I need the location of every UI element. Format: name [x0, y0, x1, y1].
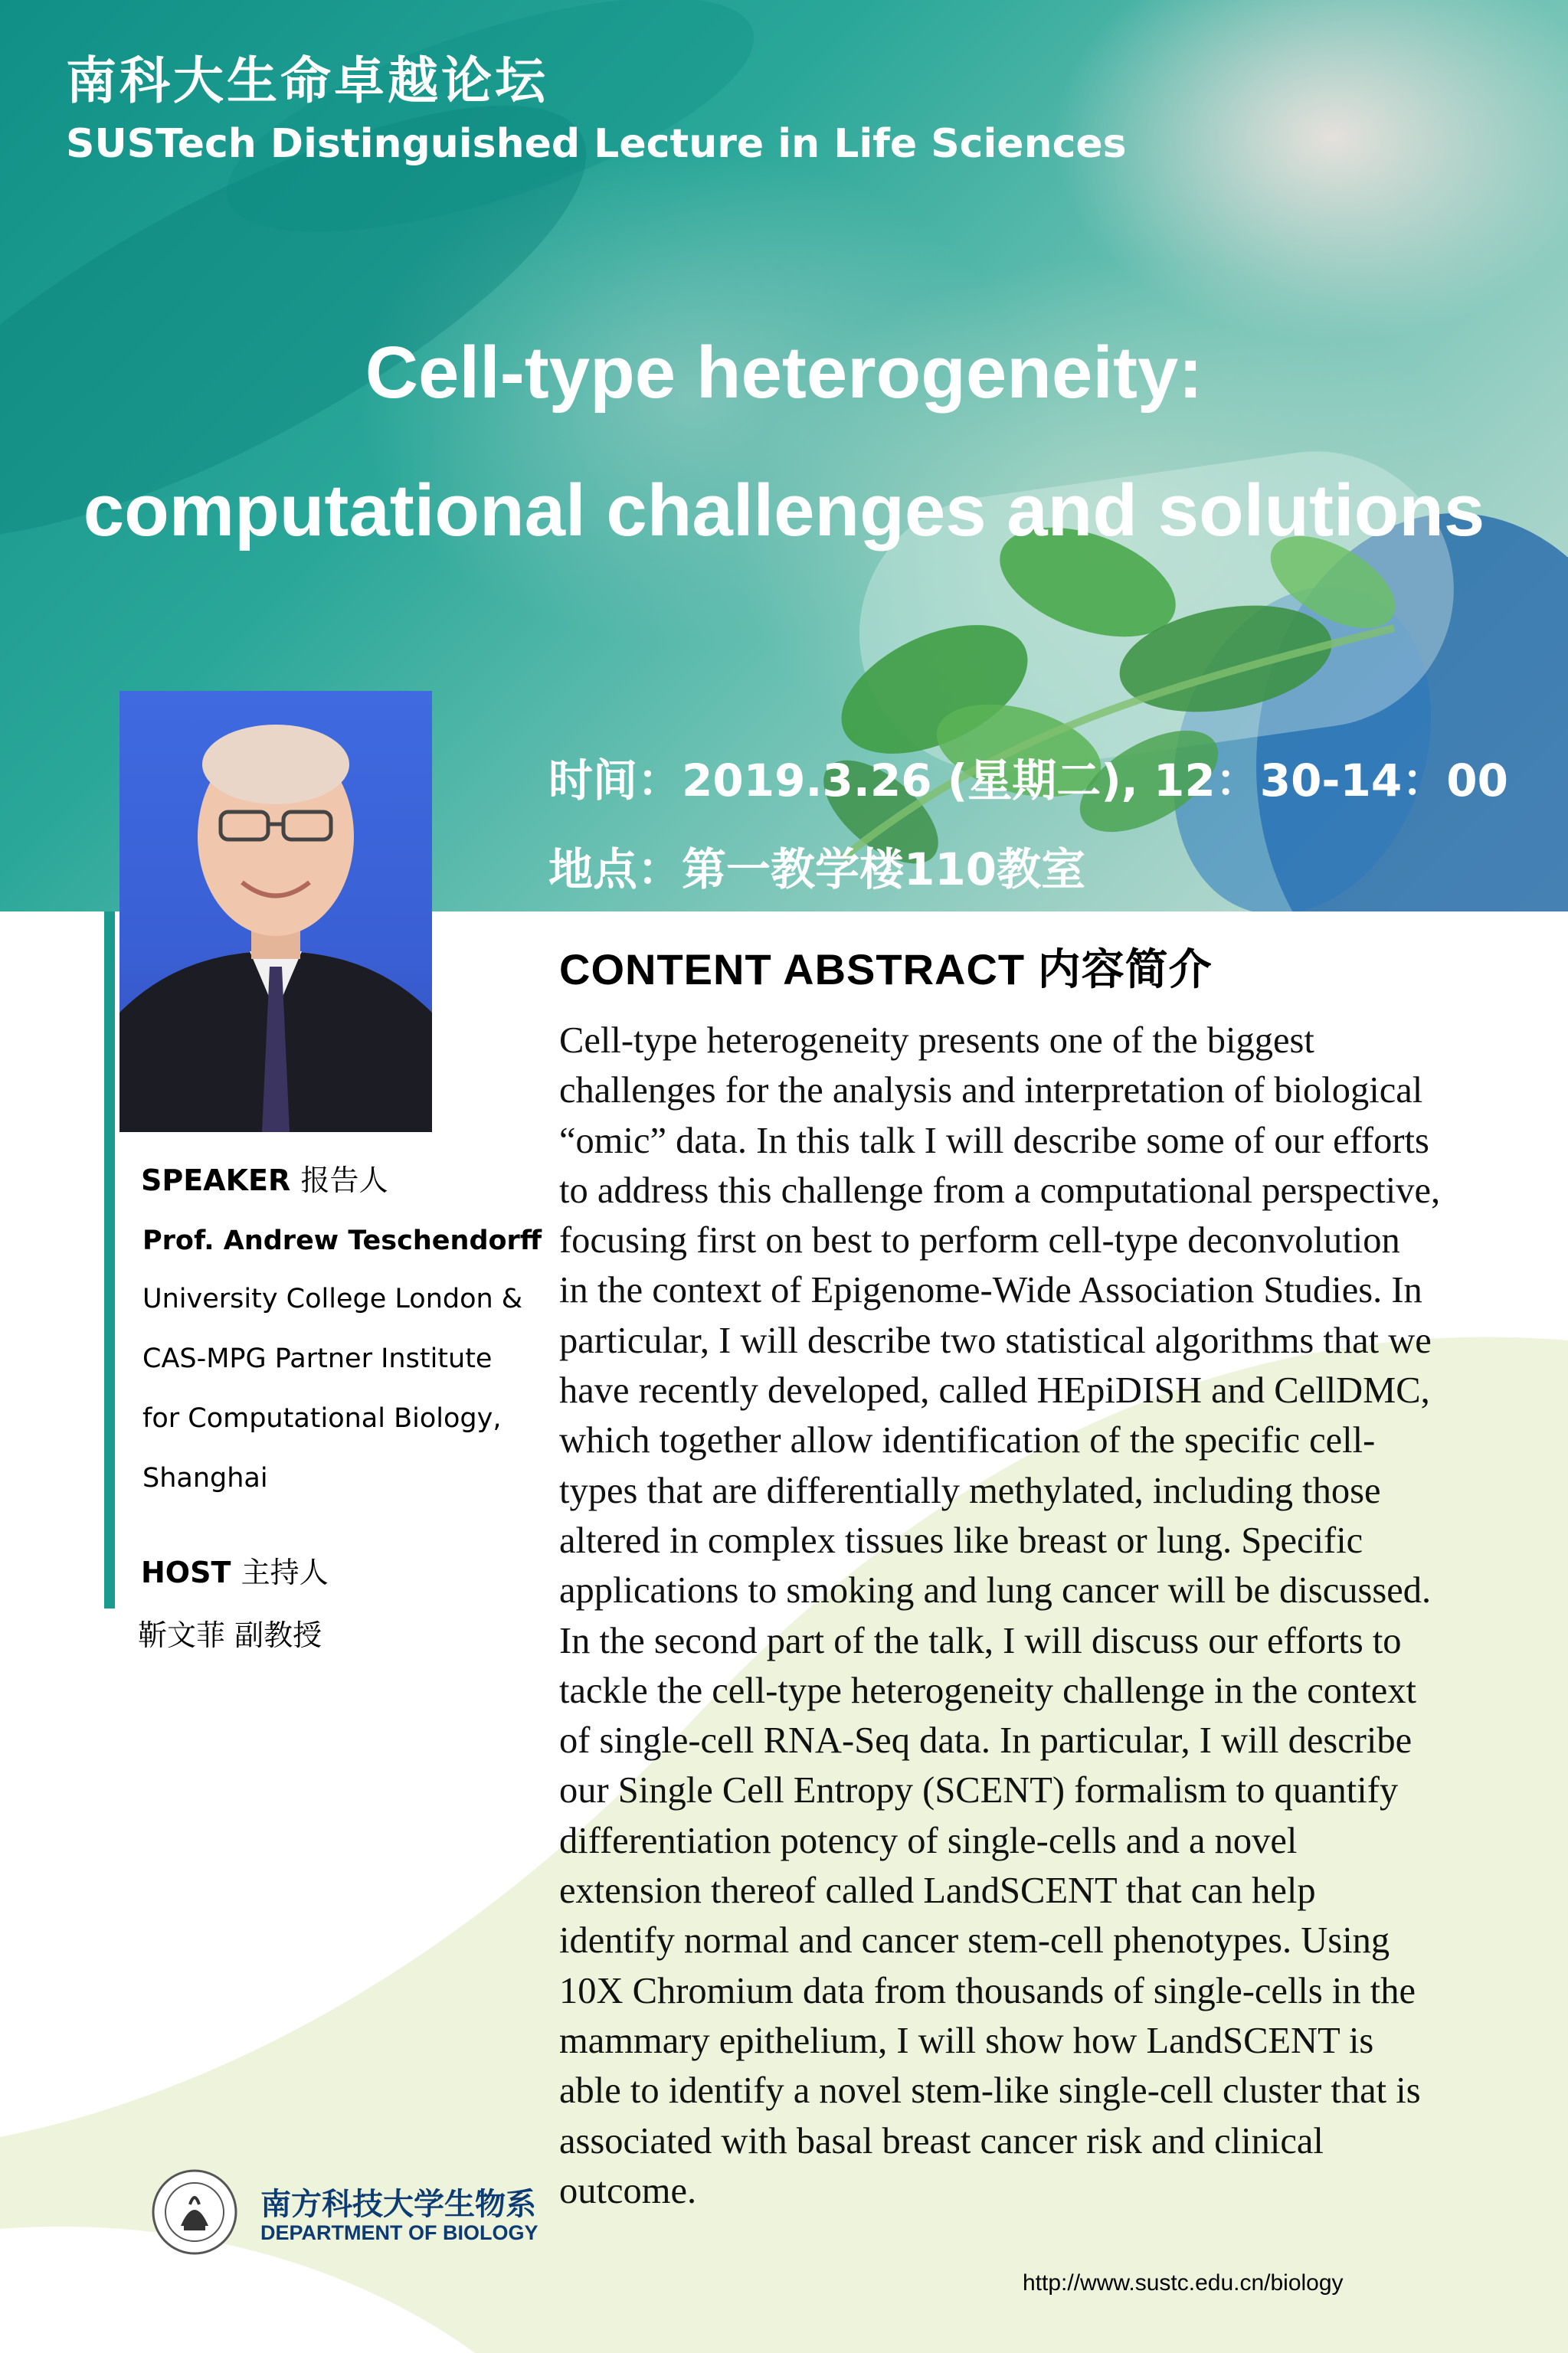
- abstract-line: outcome.: [559, 2170, 697, 2211]
- abstract-line: Cell-type heterogeneity presents one of the biggest: [559, 1020, 1314, 1061]
- speaker-affiliation-line: Shanghai: [142, 1463, 268, 1494]
- speaker-name: Prof. Andrew Teschendorff: [142, 1226, 542, 1256]
- abstract-line: have recently developed, called HEpiDISH and CellDMC,: [559, 1370, 1430, 1412]
- accent-bar: [104, 911, 115, 1608]
- abstract-line: extension thereof called LandSCENT that can help: [559, 1870, 1316, 1912]
- abstract-line: challenges for the analysis and interpretation of biological: [559, 1070, 1423, 1111]
- abstract-line: in the context of Epigenome-Wide Association Studies. In: [559, 1270, 1422, 1311]
- lecture-title-line1: Cell-type heterogeneity:: [365, 332, 1203, 414]
- series-title-cn: 南科大生命卓越论坛: [66, 51, 548, 110]
- lecture-title-line2: computational challenges and solutions: [83, 470, 1485, 551]
- speaker-affiliation-line: University College London &: [142, 1284, 523, 1314]
- abstract-line: our Single Cell Entropy (SCENT) formalism to quantify: [559, 1770, 1399, 1811]
- speaker-photo: [119, 691, 432, 1132]
- abstract-line: of single-cell RNA-Seq data. In particular, I will describe: [559, 1720, 1413, 1762]
- department-name-en: DEPARTMENT OF BIOLOGY: [260, 2221, 538, 2244]
- abstract-line: identify normal and cancer stem-cell phenotypes. Using: [559, 1920, 1390, 1962]
- university-seal-icon: [150, 2168, 239, 2256]
- abstract-line: able to identify a novel stem-like single-cell cluster that is: [559, 2070, 1421, 2112]
- department-name-cn: 南方科技大学生物系: [260, 2187, 536, 2222]
- abstract-line: types that are differentially methylated, including those: [559, 1470, 1381, 1511]
- speaker-affiliation-line: CAS-MPG Partner Institute: [142, 1343, 493, 1374]
- abstract-line: differentiation potency of single-cells and a novel: [559, 1820, 1298, 1861]
- department-url[interactable]: http://www.sustc.edu.cn/biology: [1023, 2270, 1344, 2296]
- host-label-cn: 主持人: [241, 1556, 329, 1589]
- lecture-time: 时间：2019.3.26 (星期二), 12：30-14：00: [548, 754, 1508, 807]
- abstract-line: mammary epithelium, I will show how LandSCENT is: [559, 2020, 1374, 2061]
- abstract-line: associated with basal breast cancer risk and clinical: [559, 2120, 1324, 2162]
- abstract-line: tackle the cell-type heterogeneity challenge in the context: [559, 1670, 1417, 1711]
- abstract-line: focusing first on best to perform cell-type deconvolution: [559, 1220, 1400, 1262]
- abstract-line: particular, I will describe two statistical algorithms that we: [559, 1320, 1432, 1361]
- abstract-heading: CONTENT ABSTRACT 内容简介: [559, 945, 1213, 993]
- speaker-label-en: SPEAKER: [141, 1163, 291, 1197]
- speaker-portrait-illustration: [119, 691, 432, 1132]
- abstract-line: In the second part of the talk, I will discuss our efforts to: [559, 1620, 1402, 1661]
- speaker-label-cn: 报告人: [300, 1163, 388, 1197]
- speaker-affiliation-line: for Computational Biology,: [142, 1403, 502, 1434]
- series-title-en: SUSTech Distinguished Lecture in Life Sciences: [66, 121, 1127, 167]
- abstract-line: 10X Chromium data from thousands of single-cells in the: [559, 1970, 1416, 2011]
- speaker-label: [141, 1157, 388, 1199]
- abstract-line: to address this challenge from a computational perspective,: [559, 1170, 1441, 1211]
- host-name: 靳文菲 副教授: [138, 1618, 322, 1652]
- abstract-line: which together allow identification of the specific cell-: [559, 1420, 1376, 1461]
- abstract-line: altered in complex tissues like breast or lung. Specific: [559, 1520, 1363, 1561]
- abstract-line: applications to smoking and lung cancer will be discussed.: [559, 1570, 1432, 1612]
- lecture-location: 地点：第一教学楼110教室: [548, 843, 1086, 895]
- abstract-line: “omic” data. In this talk I will describe some of our efforts: [559, 1120, 1429, 1161]
- host-label: [141, 1549, 329, 1591]
- host-label-en: HOST: [141, 1556, 231, 1589]
- abstract-body: [559, 1016, 1547, 2216]
